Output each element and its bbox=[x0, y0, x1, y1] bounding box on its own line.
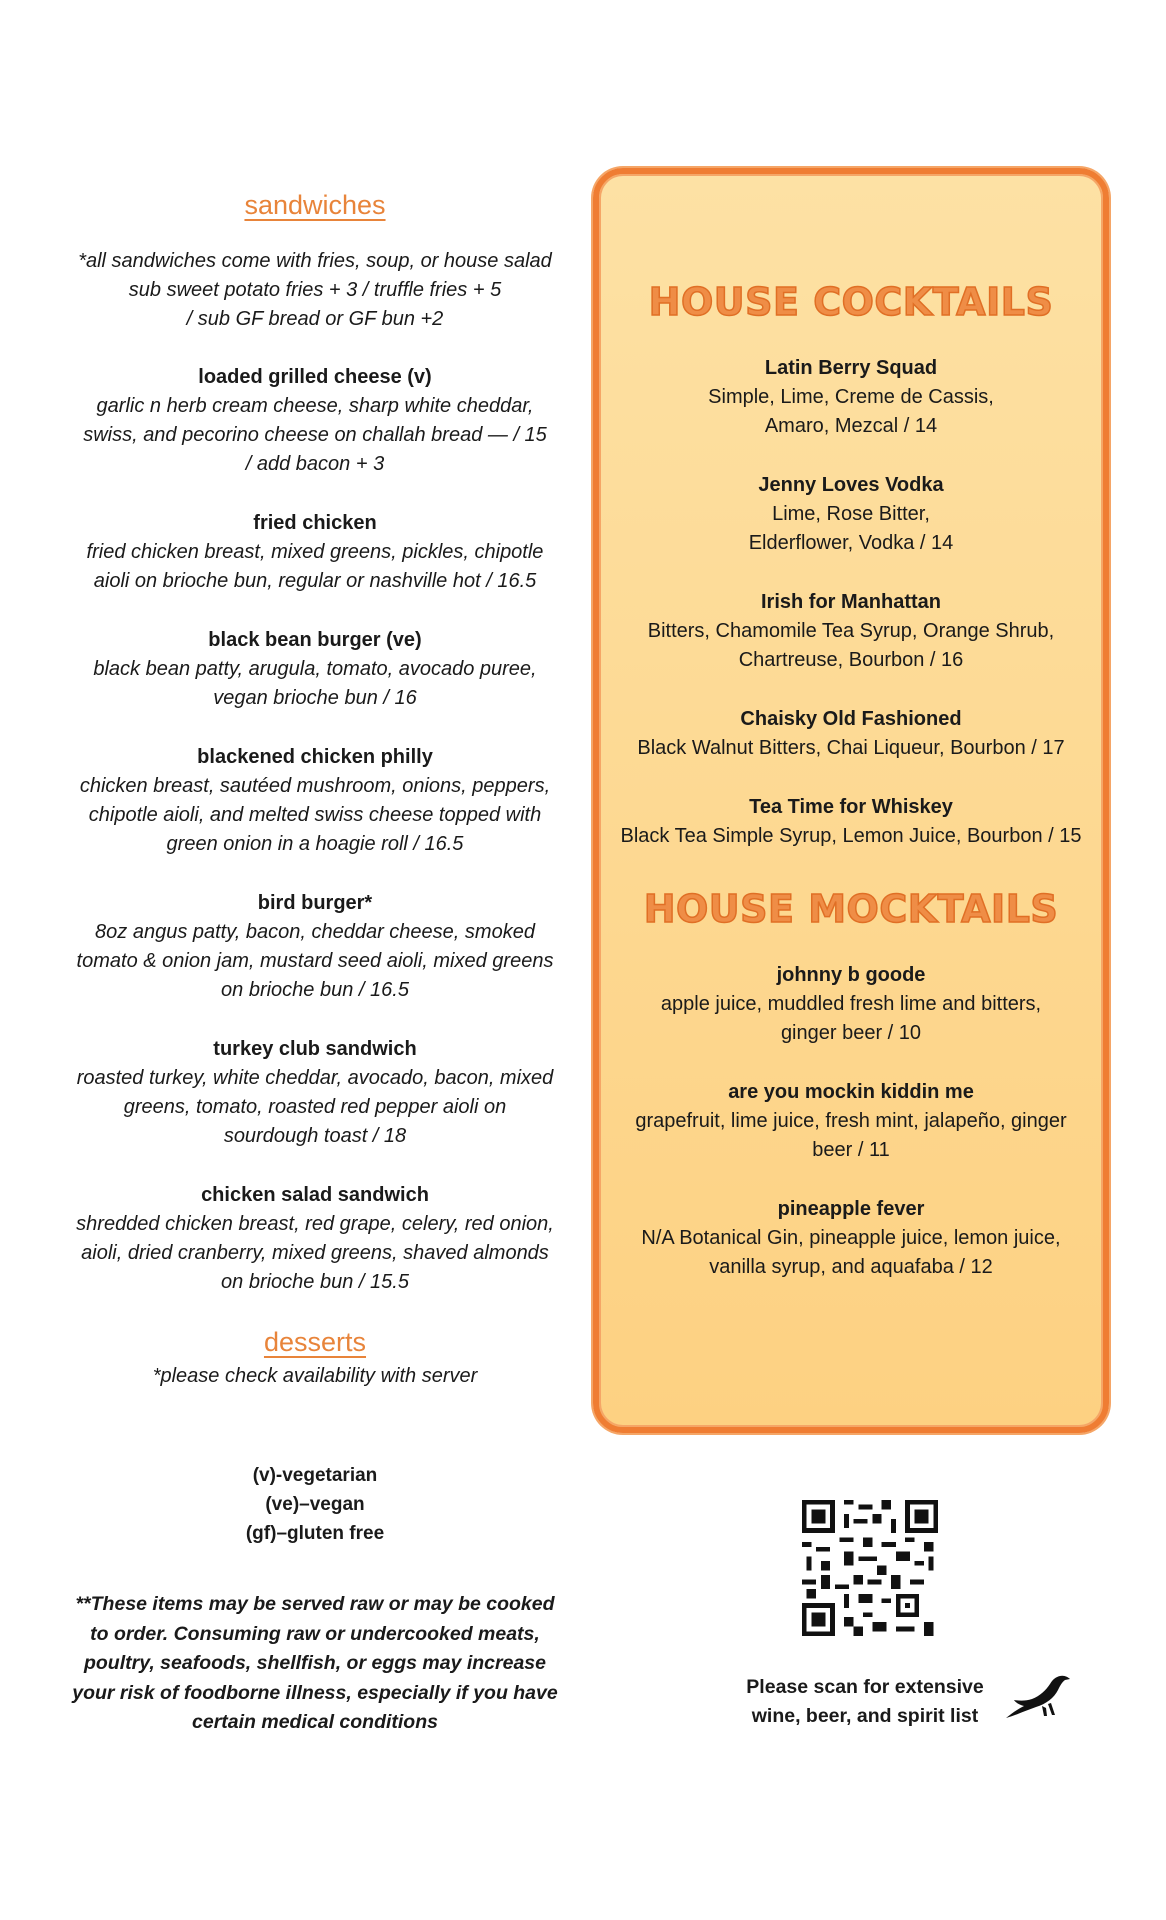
drink-name: johnny b goode bbox=[776, 964, 926, 986]
warning-line: to order. Consuming raw or undercooked meats, bbox=[90, 1622, 540, 1645]
drink-name: are you mockin kiddin me bbox=[728, 1081, 974, 1103]
item-name: turkey club sandwich bbox=[213, 1038, 417, 1060]
desc-line: Chartreuse, Bourbon / 16 bbox=[738, 649, 964, 671]
drink-item bbox=[599, 705, 1103, 763]
menu-item bbox=[60, 363, 570, 479]
desc-line: / add bacon + 3 bbox=[245, 453, 385, 475]
desserts-heading: desserts bbox=[263, 1327, 367, 1357]
desc-line: apple juice, muddled fresh lime and bitters, bbox=[660, 993, 1042, 1015]
desserts-note: *please check availability with server bbox=[152, 1365, 478, 1387]
drink-item bbox=[599, 1078, 1103, 1165]
warning-line: certain medical conditions bbox=[192, 1711, 438, 1733]
desc-line: tomato & onion jam, mustard seed aioli, mixed greens bbox=[76, 950, 554, 972]
desc-line: Black Walnut Bitters, Chai Liqueur, Bourbon / 17 bbox=[637, 737, 1065, 759]
item-desc bbox=[60, 655, 570, 713]
desc-line: green onion in a hoagie roll / 16.5 bbox=[166, 833, 464, 855]
drink-item bbox=[599, 961, 1103, 1048]
note-line: / sub GF bread or GF bun +2 bbox=[186, 308, 444, 330]
menu-item bbox=[60, 889, 570, 1005]
menu-item bbox=[60, 626, 570, 713]
legend-line: (gf)–gluten free bbox=[245, 1523, 385, 1544]
item-name: bird burger* bbox=[257, 892, 373, 914]
note-line: sub sweet potato fries + 3 / truffle fries + 5 bbox=[128, 279, 502, 301]
warning-line: your risk of foodborne illness, especially if you have bbox=[72, 1681, 558, 1704]
diet-legend bbox=[60, 1461, 570, 1548]
item-name: black bean burger (ve) bbox=[208, 629, 422, 651]
sandwiches-note bbox=[60, 247, 570, 334]
menu-item bbox=[60, 1035, 570, 1151]
item-desc bbox=[60, 772, 570, 859]
drink-item bbox=[599, 471, 1103, 558]
drink-item bbox=[599, 354, 1103, 441]
desc-line: chicken breast, sautéed mushroom, onions, peppers, bbox=[79, 775, 551, 797]
item-name: loaded grilled cheese (v) bbox=[198, 366, 432, 388]
drink-desc bbox=[599, 617, 1103, 675]
desc-line: sourdough toast / 18 bbox=[223, 1125, 407, 1147]
item-desc bbox=[60, 1064, 570, 1151]
drink-name: Tea Time for Whiskey bbox=[749, 796, 953, 818]
desc-line: garlic n herb cream cheese, sharp white cheddar, bbox=[96, 395, 534, 417]
drink-item bbox=[599, 588, 1103, 675]
item-desc bbox=[60, 392, 570, 479]
scan-line: wine, beer, and spirit list bbox=[751, 1705, 979, 1727]
warning-line: **These items may be served raw or may be cooked bbox=[75, 1593, 555, 1615]
desc-line: fried chicken breast, mixed greens, pickles, chipotle bbox=[86, 541, 544, 563]
drink-desc bbox=[599, 500, 1103, 558]
drink-desc bbox=[599, 990, 1103, 1048]
scan-line: Please scan for extensive bbox=[746, 1676, 984, 1698]
desc-line: aioli on brioche bun, regular or nashville hot / 16.5 bbox=[93, 570, 537, 592]
item-desc bbox=[60, 918, 570, 1005]
legend-line: (v)-vegetarian bbox=[252, 1465, 378, 1486]
desc-line: shredded chicken breast, red grape, celery, red onion, bbox=[76, 1213, 554, 1235]
drink-item bbox=[599, 1195, 1103, 1282]
drink-name: Chaisky Old Fashioned bbox=[740, 708, 962, 730]
drink-desc bbox=[599, 1107, 1103, 1165]
desc-line: black bean patty, arugula, tomato, avocado puree, bbox=[93, 658, 537, 680]
scan-instructions bbox=[735, 1673, 995, 1731]
desc-line: Lime, Rose Bitter, bbox=[772, 503, 930, 525]
item-name: fried chicken bbox=[253, 512, 377, 534]
desc-line: chipotle aioli, and melted swiss cheese topped with bbox=[88, 804, 542, 826]
menu-item bbox=[60, 1181, 570, 1297]
desc-line: beer / 11 bbox=[812, 1139, 890, 1161]
food-safety-warning bbox=[60, 1590, 570, 1738]
qr-code-icon[interactable] bbox=[802, 1500, 938, 1636]
item-name: blackened chicken philly bbox=[197, 746, 433, 768]
desc-line: Black Tea Simple Syrup, Lemon Juice, Bourbon / 15 bbox=[620, 825, 1082, 847]
item-desc bbox=[60, 538, 570, 596]
drink-desc bbox=[599, 1224, 1103, 1282]
item-desc bbox=[60, 1210, 570, 1297]
item-name: chicken salad sandwich bbox=[201, 1184, 429, 1206]
drink-name: Irish for Manhattan bbox=[760, 591, 941, 613]
drink-name: pineapple fever bbox=[777, 1198, 925, 1220]
food-column bbox=[60, 190, 570, 1738]
drink-desc bbox=[599, 822, 1103, 851]
desc-line: Elderflower, Vodka / 14 bbox=[748, 532, 954, 554]
drink-item bbox=[599, 793, 1103, 851]
desc-line: on brioche bun / 15.5 bbox=[221, 1271, 409, 1293]
drink-desc bbox=[599, 383, 1103, 441]
crow-icon bbox=[1002, 1672, 1074, 1720]
desc-line: aioli, dried cranberry, mixed greens, shaved almonds bbox=[81, 1242, 549, 1264]
desc-line: ginger beer / 10 bbox=[780, 1022, 922, 1044]
desc-line: roasted turkey, white cheddar, avocado, bacon, mixed bbox=[76, 1067, 554, 1089]
legend-line: (ve)–vegan bbox=[265, 1494, 365, 1515]
desc-line: Bitters, Chamomile Tea Syrup, Orange Shrub, bbox=[647, 620, 1055, 642]
mocktails-heading: HOUSE MOCKTAILS bbox=[643, 887, 1059, 931]
desc-line: Simple, Lime, Creme de Cassis, bbox=[708, 386, 994, 408]
desc-line: grapefruit, lime juice, fresh mint, jalapeño, ginger bbox=[635, 1110, 1067, 1132]
menu-item bbox=[60, 743, 570, 859]
desc-line: N/A Botanical Gin, pineapple juice, lemon juice, bbox=[641, 1227, 1061, 1249]
warning-line: poultry, seafoods, shellfish, or eggs may increase bbox=[83, 1652, 546, 1674]
desc-line: on brioche bun / 16.5 bbox=[221, 979, 409, 1001]
desc-line: Amaro, Mezcal / 14 bbox=[764, 415, 938, 437]
drink-name: Jenny Loves Vodka bbox=[758, 474, 944, 496]
sandwiches-heading: sandwiches bbox=[244, 190, 386, 220]
desc-line: greens, tomato, roasted red pepper aioli on bbox=[123, 1096, 507, 1118]
desc-line: vegan brioche bun / 16 bbox=[213, 687, 417, 709]
drinks-panel bbox=[593, 168, 1109, 1433]
cocktails-heading: HOUSE COCKTAILS bbox=[648, 280, 1054, 324]
desc-line: 8oz angus patty, bacon, cheddar cheese, smoked bbox=[95, 921, 535, 943]
drink-name: Latin Berry Squad bbox=[764, 357, 938, 379]
drink-desc bbox=[599, 734, 1103, 763]
note-line: *all sandwiches come with fries, soup, or house salad bbox=[78, 250, 552, 272]
desc-line: vanilla syrup, and aquafaba / 12 bbox=[709, 1256, 993, 1278]
desc-line: swiss, and pecorino cheese on challah bread — / 15 bbox=[83, 424, 547, 446]
menu-item bbox=[60, 509, 570, 596]
